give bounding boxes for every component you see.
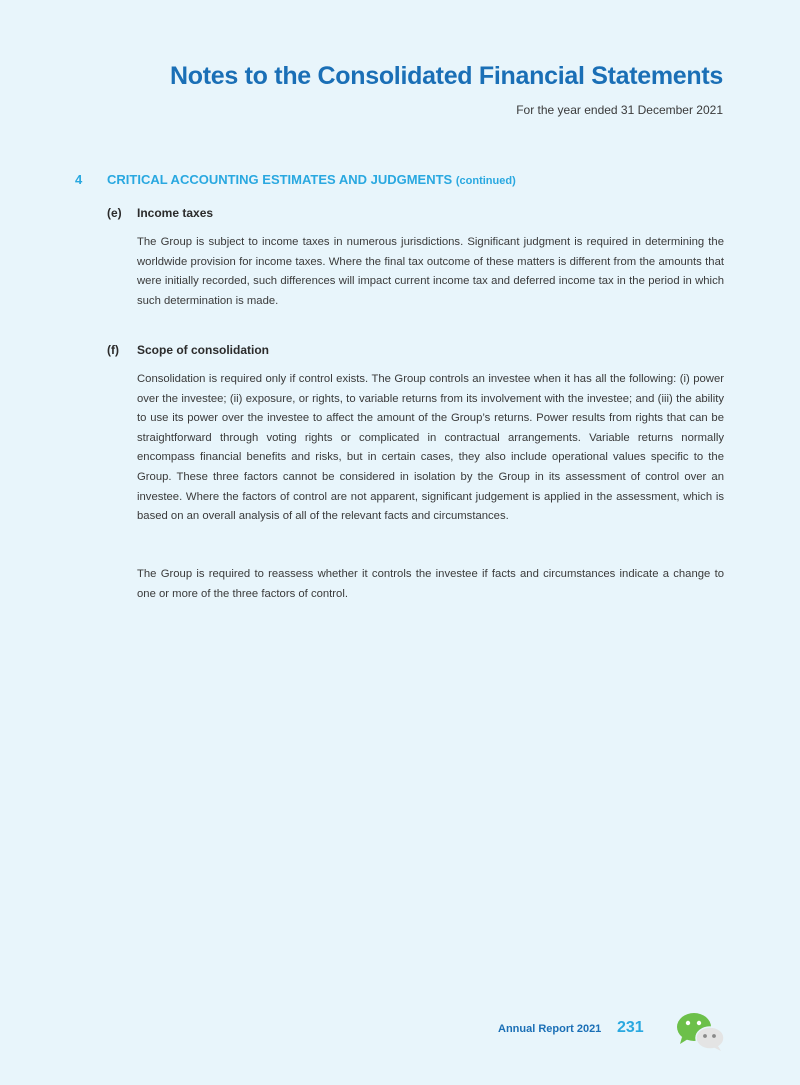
paragraph-income-taxes: The Group is subject to income taxes in numerous jurisdictions. Significant judgment is required in determining the worldwide provision for income taxes. Where the final tax outcome of these matters is different from the amounts that were initially recorded, such differences will impact current income tax and deferred income tax in the period in which such determination is made. — [137, 236, 724, 307]
subsection-heading-e — [107, 206, 213, 220]
paragraph-reassess-control: The Group is required to reassess whether it controls the investee if facts and circumstances indicate a change to one or more of the three factors of control. — [137, 568, 724, 600]
footer-page-number: 231 — [617, 1019, 644, 1036]
section-heading — [75, 172, 516, 187]
section-continued: (continued) — [455, 175, 516, 187]
subsection-letter: (f) — [107, 343, 119, 357]
page-subtitle: For the year ended 31 December 2021 — [516, 103, 723, 117]
subsection-letter: (e) — [107, 206, 122, 220]
wechat-logo-icon — [674, 1010, 726, 1052]
footer-label: Annual Report 2021 — [498, 1023, 602, 1035]
page-title: Notes to the Consolidated Financial Statements — [170, 62, 723, 90]
section-title: CRITICAL ACCOUNTING ESTIMATES AND JUDGMENTS — [107, 172, 453, 187]
subsection-title: Scope of consolidation — [137, 343, 270, 357]
section-number: 4 — [75, 172, 83, 187]
subsection-heading-f — [107, 343, 269, 357]
paragraph-scope-of-consolidation: Consolidation is required only if control exists. The Group controls an investee when it has all the following: (i) power over the investee; (ii) exposure, or rights, to variable returns from its involvement with the investee; and (iii) the ability to use its power over the investee to affect the amount of the Group’s returns. Power results from rights that can be straightforward through voting rights or complicated in contractual arrangements. Variable returns normally encompass financial benefits and risks, but in certain cases, they also include operational values specific to the Group. These three factors cannot be considered in isolation by the Group in its assessment of control over an investee. Where the factors of control are not apparent, significant judgement is applied in the assessment, which is based on an overall analysis of all of the relevant facts and circumstances. — [137, 373, 724, 523]
subsection-title: Income taxes — [137, 206, 214, 220]
